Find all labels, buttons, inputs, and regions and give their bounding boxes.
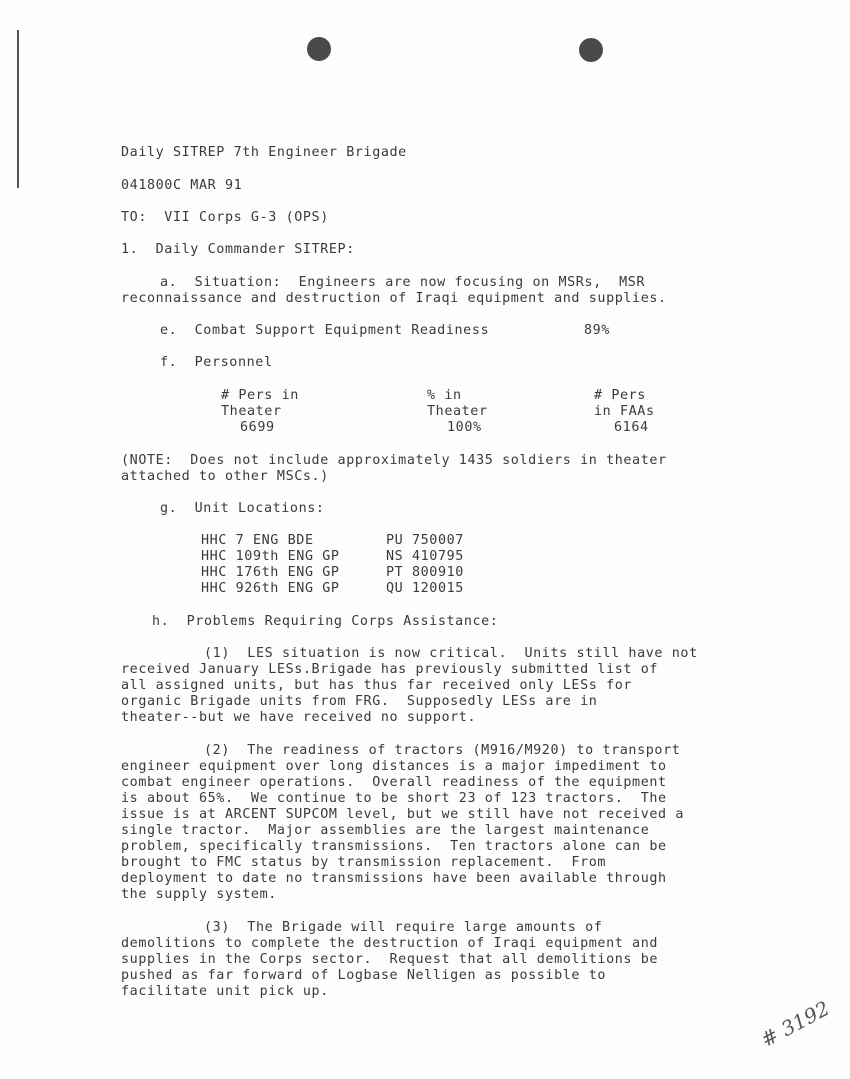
problem-2-line: problem, specifically transmissions. Ten tractors alone can be <box>121 839 667 854</box>
problem-2-line: is about 65%. We continue to be short 23 of 123 tractors. The <box>121 791 667 806</box>
punch-hole-left <box>307 37 331 61</box>
pers-in-faas-header-1: # Pers <box>594 388 646 403</box>
problem-3-line: demolitions to complete the destruction of Iraqi equipment and <box>121 936 659 951</box>
unit-locations-label: g. Unit Locations: <box>160 501 325 516</box>
unit-name: HHC 926th ENG GP <box>201 581 340 596</box>
problem-1-line: all assigned units, but has thus far received only LESs for <box>121 678 633 693</box>
pers-in-theater-header-1: # Pers in <box>221 388 299 403</box>
unit-name: HHC 176th ENG GP <box>201 565 340 580</box>
date-time-group: 041800C MAR 91 <box>121 178 243 193</box>
unit-location: QU 120015 <box>386 581 464 596</box>
problem-2-line: deployment to date no transmissions have been available through <box>121 871 667 886</box>
personnel-label: f. Personnel <box>160 355 273 370</box>
pct-in-theater-header-1: % in <box>427 388 462 403</box>
section-heading: 1. Daily Commander SITREP: <box>121 242 355 257</box>
problem-2-line: brought to FMC status by transmission replacement. From <box>121 855 607 870</box>
problem-3-line: pushed as far forward of Logbase Nelligen as possible to <box>121 968 607 983</box>
unit-location: PT 800910 <box>386 565 464 580</box>
problem-1-line: received January LESs.Brigade has previously submitted list of <box>121 662 659 677</box>
problem-2-line: issue is at ARCENT SUPCOM level, but we still have not received a <box>121 807 685 822</box>
readiness-label: e. Combat Support Equipment Readiness <box>160 323 490 338</box>
problem-2-line: combat engineer operations. Overall readiness of the equipment <box>121 775 667 790</box>
readiness-value: 89% <box>584 323 610 338</box>
problem-2-line: engineer equipment over long distances is a major impediment to <box>121 759 667 774</box>
problem-3-line: facilitate unit pick up. <box>121 984 329 999</box>
punch-hole-right <box>579 38 603 62</box>
unit-location: NS 410795 <box>386 549 464 564</box>
problem-3-line: (3) The Brigade will require large amounts of <box>204 920 603 935</box>
pers-in-theater-value: 6699 <box>240 420 275 435</box>
problem-1-line: theater--but we have received no support. <box>121 710 477 725</box>
pct-in-theater-header-2: Theater <box>427 404 488 419</box>
unit-name: HHC 7 ENG BDE <box>201 533 314 548</box>
problems-label: h. Problems Requiring Corps Assistance: <box>152 614 499 629</box>
addressee: TO: VII Corps G-3 (OPS) <box>121 210 329 225</box>
situation-line-2: reconnaissance and destruction of Iraqi equipment and supplies. <box>121 291 667 306</box>
pct-in-theater-value: 100% <box>447 420 482 435</box>
problem-2-line: (2) The readiness of tractors (M916/M920) to transport <box>204 743 681 758</box>
problem-1-line: organic Brigade units from FRG. Supposedly LESs are in <box>121 694 598 709</box>
page-edge-mark <box>17 30 19 188</box>
pers-in-faas-value: 6164 <box>614 420 649 435</box>
problem-2-line: single tractor. Major assemblies are the largest maintenance <box>121 823 650 838</box>
handwritten-page-number: # 3192 <box>756 996 834 1052</box>
pers-in-faas-header-2: in FAAs <box>594 404 655 419</box>
document-title: Daily SITREP 7th Engineer Brigade <box>121 145 407 160</box>
personnel-note-2: attached to other MSCs.) <box>121 469 329 484</box>
unit-location: PU 750007 <box>386 533 464 548</box>
situation-line-1: a. Situation: Engineers are now focusing on MSRs, MSR <box>160 275 646 290</box>
pers-in-theater-header-2: Theater <box>221 404 282 419</box>
personnel-note-1: (NOTE: Does not include approximately 1435 soldiers in theater <box>121 453 667 468</box>
problem-1-line: (1) LES situation is now critical. Units still have not <box>204 646 698 661</box>
problem-2-line: the supply system. <box>121 887 277 902</box>
unit-name: HHC 109th ENG GP <box>201 549 340 564</box>
problem-3-line: supplies in the Corps sector. Request that all demolitions be <box>121 952 659 967</box>
